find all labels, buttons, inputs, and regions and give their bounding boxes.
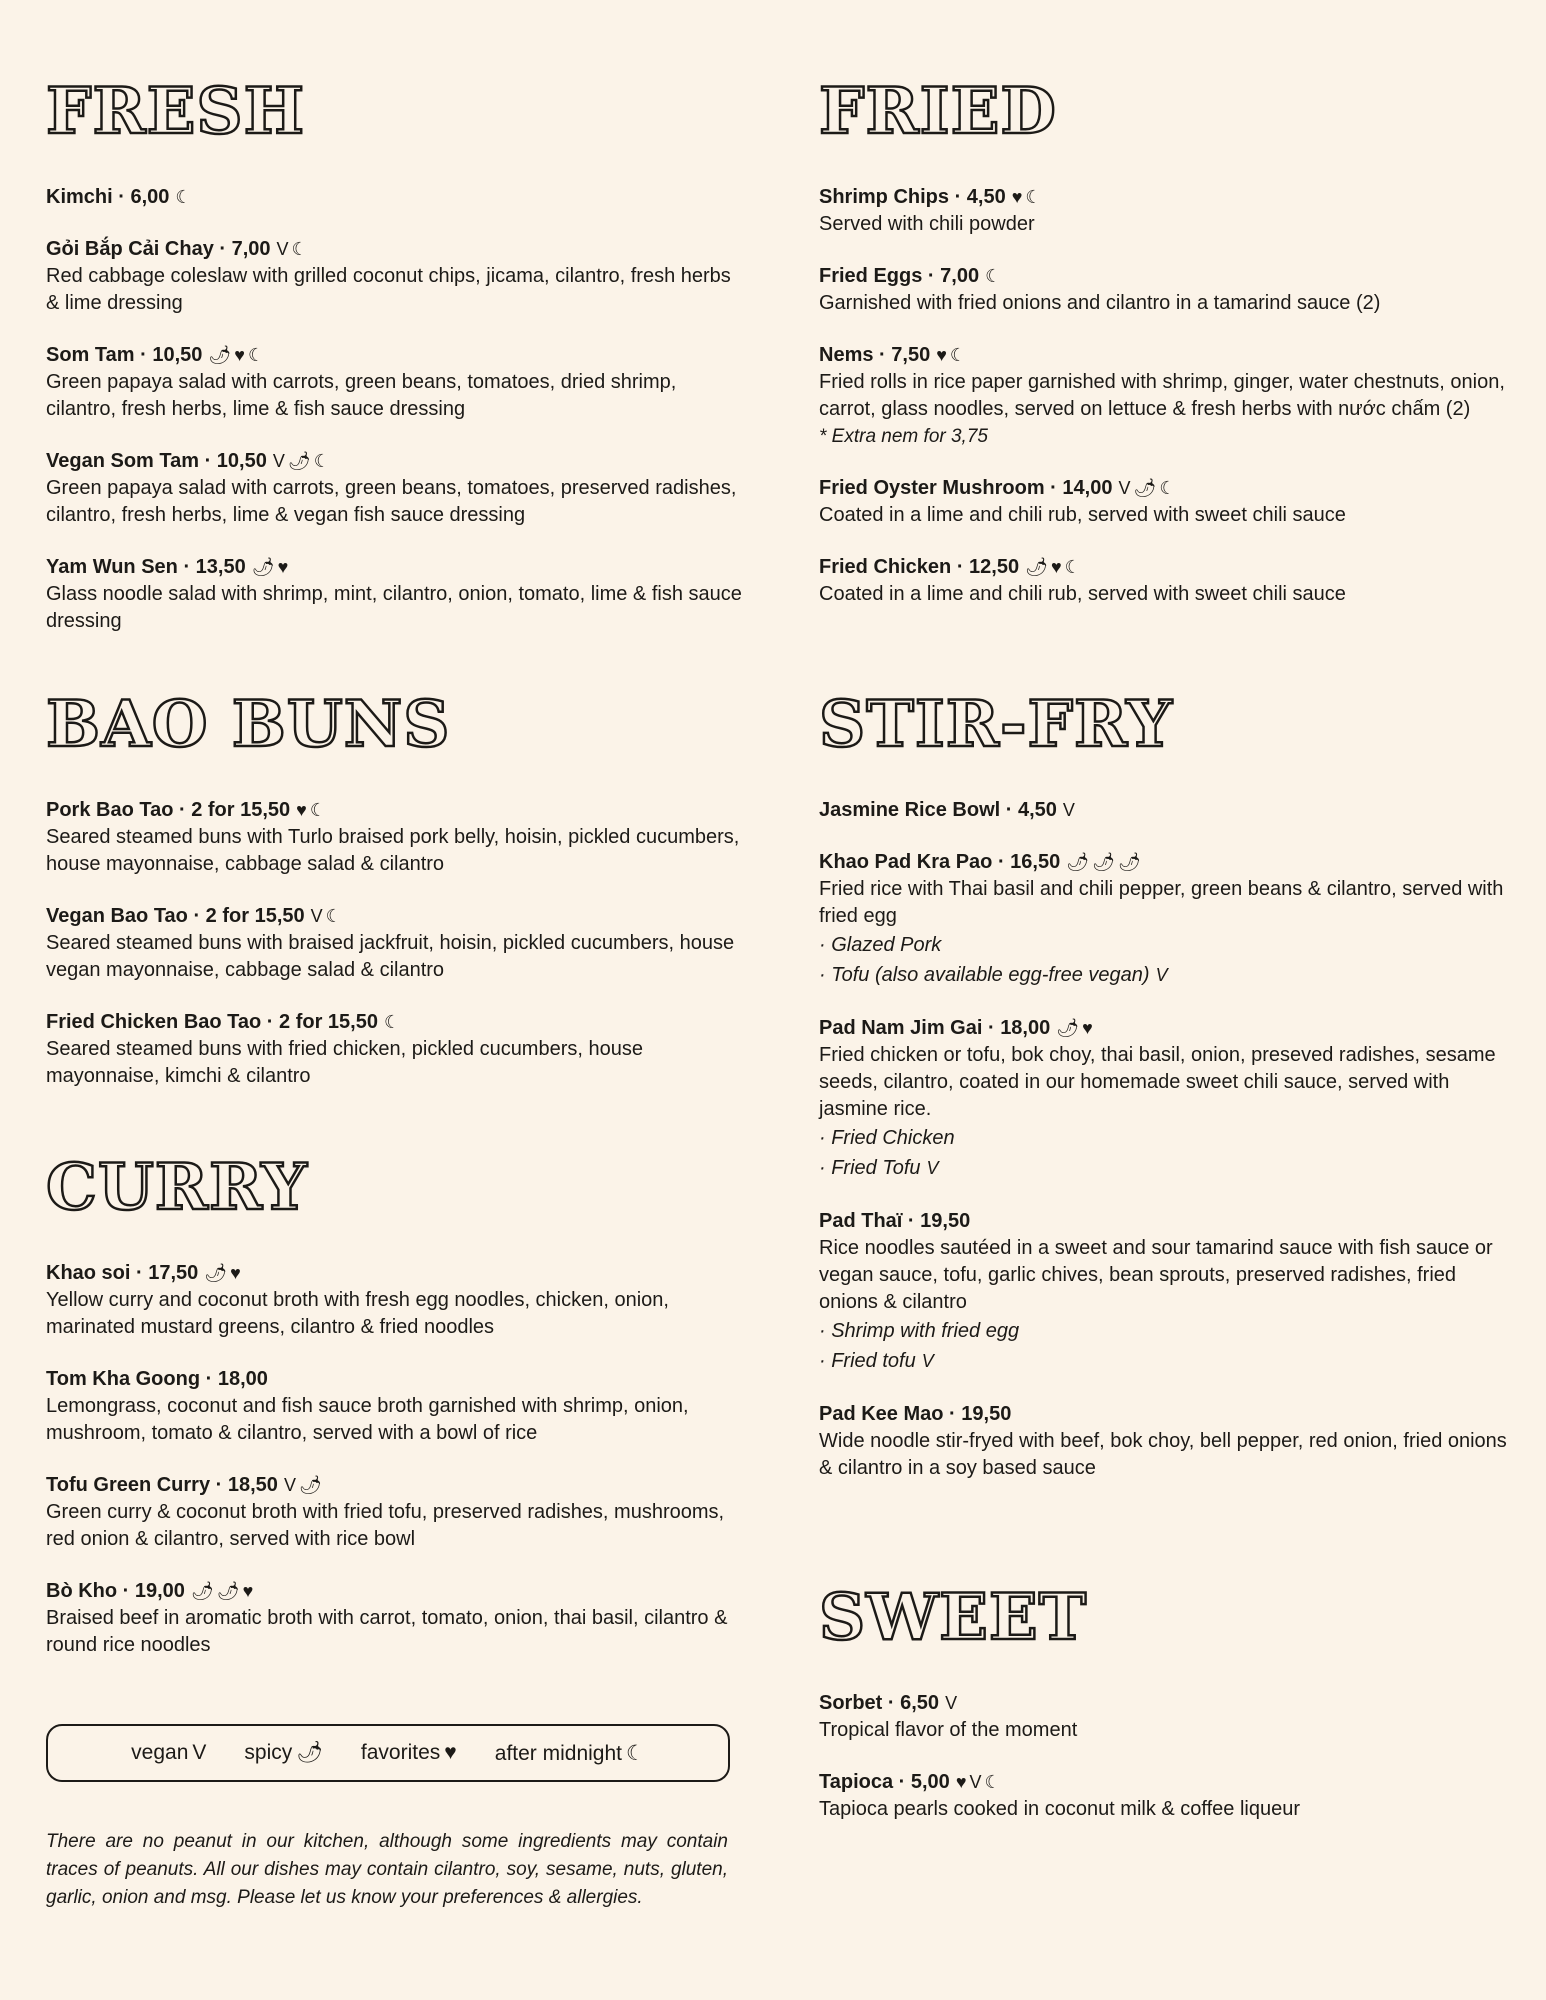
- item-heading: Pad Nam Jim Gai · 18,00 🌶 ♥: [819, 1015, 1519, 1042]
- vegan-icon: V: [1118, 478, 1131, 498]
- menu-item: [46, 184, 746, 211]
- section-curry: [46, 1150, 746, 1684]
- menu-item: [819, 1690, 1519, 1744]
- item-price: 12,50: [969, 556, 1020, 578]
- item-list: [819, 797, 1519, 1482]
- item-description: Green papaya salad with carrots, green beans, tomatoes, dried shrimp, cilantro, fresh herbs, lime & fish sauce dressing: [46, 371, 677, 420]
- vegan-icon: V: [926, 1158, 939, 1178]
- spicy-icon: 🌶: [296, 1741, 323, 1764]
- favorite-icon: ♥: [296, 800, 307, 820]
- menu-item: [819, 184, 1519, 238]
- item-description: Fried rice with Thai basil and chili pepper, green beans & cilantro, served with fried egg: [819, 878, 1504, 927]
- legend-item-spicy: [244, 1741, 323, 1765]
- menu-item: [46, 236, 746, 317]
- item-price: 18,00: [1000, 1017, 1051, 1039]
- item-name: Tofu Green Curry: [46, 1474, 211, 1496]
- option-label: · Glazed Pork: [819, 934, 942, 956]
- item-name: Fried Chicken: [819, 556, 952, 578]
- item-heading: Pad Kee Mao · 19,50: [819, 1403, 1012, 1425]
- section-title: FRIED: [819, 74, 1057, 149]
- vegan-icon: V: [945, 1693, 958, 1713]
- spicy-icon: 🌶: [1133, 478, 1157, 498]
- spicy-icon: 🌶: [287, 451, 311, 471]
- item-heading: Pork Bao Tao · 2 for 15,50 ♥ ☾: [46, 797, 746, 824]
- midnight-icon: ☾: [325, 906, 342, 926]
- item-price: 2 for 15,50: [279, 1011, 378, 1033]
- item-heading: Vegan Som Tam · 10,50 V 🌶 ☾: [46, 448, 746, 475]
- legend-item-midnight: [495, 1741, 645, 1766]
- legend-item-favorite: [361, 1741, 457, 1765]
- vegan-icon: V: [283, 1475, 296, 1495]
- spicy-icon: 🌶: [1056, 1018, 1080, 1038]
- item-price: 4,50: [966, 186, 1006, 208]
- section-bao-buns: [46, 687, 746, 1115]
- diet-symbols: [273, 448, 333, 475]
- item-name: Vegan Bao Tao: [46, 905, 188, 927]
- item-description: Tapioca pearls cooked in coconut milk & coffee liqueur: [819, 1798, 1301, 1820]
- item-description: Red cabbage coleslaw with grilled coconut chips, jicama, cilantro, fresh herbs & lime dressing: [46, 265, 731, 314]
- item-name: Som Tam: [46, 344, 135, 366]
- menu-item: [819, 1208, 1519, 1376]
- item-option: [819, 1346, 1519, 1376]
- item-description: Green papaya salad with carrots, green beans, tomatoes, preserved radishes, cilantro, fresh herbs, lime & vegan fish sauce dressing: [46, 477, 737, 526]
- item-heading: Khao soi · 17,50 🌶 ♥: [46, 1260, 746, 1287]
- diet-symbols: [204, 1260, 244, 1287]
- diet-symbols: [1156, 960, 1171, 990]
- item-description: Served with chili powder: [819, 213, 1035, 235]
- item-price: 19,50: [961, 1403, 1012, 1425]
- item-price: 17,50: [148, 1262, 199, 1284]
- menu-item: [46, 1366, 746, 1447]
- item-name: Pad Thaï: [819, 1210, 903, 1232]
- diet-symbols: [175, 184, 194, 211]
- midnight-icon: ☾: [313, 451, 330, 471]
- menu-item: [819, 1015, 1519, 1183]
- item-price: 4,50: [1017, 799, 1057, 821]
- menu-item: [819, 797, 1519, 824]
- diet-symbols: [384, 1009, 403, 1036]
- midnight-icon: ☾: [1159, 478, 1176, 498]
- item-heading: Shrimp Chips · 4,50 ♥ ☾: [819, 184, 1519, 211]
- section-title: BAO BUNS: [46, 687, 451, 762]
- item-heading: Fried Eggs · 7,00 ☾: [819, 263, 1519, 290]
- item-heading: Fried Chicken · 12,50 🌶 ♥ ☾: [819, 554, 1519, 581]
- midnight-icon: ☾: [175, 187, 192, 207]
- item-description: Coated in a lime and chili rub, served with sweet chili sauce: [819, 504, 1346, 526]
- item-heading: Nems · 7,50 ♥ ☾: [819, 342, 1519, 369]
- item-price: 10,50: [152, 344, 203, 366]
- item-name: Pad Nam Jim Gai: [819, 1017, 983, 1039]
- diet-symbols: [277, 236, 311, 263]
- item-price: 2 for 15,50: [191, 799, 291, 821]
- menu-item: [819, 849, 1519, 990]
- item-option: [819, 1123, 1519, 1153]
- diet-symbols: [936, 342, 969, 369]
- favorite-icon: ♥: [234, 345, 245, 365]
- diet-symbols: [985, 263, 1004, 290]
- item-name: Shrimp Chips: [819, 186, 950, 208]
- favorite-icon: ♥: [1050, 557, 1062, 577]
- menu-item: [46, 554, 746, 635]
- option-label: · Fried tofu: [819, 1350, 916, 1372]
- favorite-icon: ♥: [1011, 187, 1023, 207]
- spicy-icon: 🌶: [298, 1475, 322, 1495]
- spicy-icon: 🌶: [1092, 852, 1115, 872]
- item-description: Glass noodle salad with shrimp, mint, cilantro, onion, tomato, lime & fish sauce dressing: [46, 583, 742, 632]
- legend-label: vegan: [131, 1741, 189, 1764]
- diet-symbols: [1056, 1015, 1096, 1042]
- midnight-icon: ☾: [984, 1772, 1001, 1792]
- vegan-icon: V: [310, 906, 323, 926]
- item-price: 6,50: [900, 1692, 940, 1714]
- diet-symbols: [927, 1153, 942, 1183]
- item-heading: Yam Wun Sen · 13,50 🌶 ♥: [46, 554, 746, 581]
- diet-symbols: [1118, 475, 1178, 502]
- item-name: Pork Bao Tao: [46, 799, 174, 821]
- item-list: [46, 184, 746, 635]
- midnight-icon: ☾: [383, 1012, 401, 1032]
- vegan-icon: V: [1062, 800, 1075, 820]
- favorite-icon: ♥: [277, 557, 289, 577]
- menu-item: [46, 1009, 746, 1090]
- item-name: Tapioca: [819, 1771, 894, 1793]
- item-option: [819, 1316, 1519, 1346]
- item-heading: Fried Chicken Bao Tao · 2 for 15,50 ☾: [46, 1009, 746, 1036]
- diet-symbols: [1063, 797, 1078, 824]
- midnight-icon: ☾: [949, 345, 967, 365]
- diet-symbols: [284, 1472, 325, 1499]
- diet-symbols: [311, 903, 345, 930]
- diet-symbols: [922, 1346, 937, 1376]
- midnight-icon: ☾: [626, 1741, 645, 1765]
- item-option: [819, 960, 1519, 990]
- item-list: [819, 1690, 1519, 1823]
- midnight-icon: ☾: [1025, 187, 1042, 207]
- item-price: 19,00: [134, 1580, 185, 1602]
- item-heading: Som Tam · 10,50 🌶 ♥ ☾: [46, 342, 746, 369]
- menu-item: [819, 554, 1519, 608]
- item-heading: Fried Oyster Mushroom · 14,00 V 🌶 ☾: [819, 475, 1519, 502]
- section-title: CURRY: [46, 1150, 308, 1225]
- item-description: Yellow curry and coconut broth with fresh egg noodles, chicken, onion, marinated mustard greens, cilantro & fried noodles: [46, 1289, 669, 1338]
- section-title: FRESH: [46, 74, 306, 149]
- spicy-icon: 🌶: [1025, 557, 1048, 577]
- menu-item: [46, 1472, 746, 1553]
- item-heading: Kimchi · 6,00 ☾: [46, 184, 746, 211]
- legend-label: spicy: [244, 1741, 293, 1764]
- spicy-icon: 🌶: [208, 345, 232, 365]
- midnight-icon: ☾: [1064, 557, 1081, 577]
- item-list: [819, 184, 1519, 608]
- item-name: Nems: [819, 344, 874, 366]
- item-option: [819, 1153, 1519, 1183]
- item-description: Coated in a lime and chili rub, served with sweet chili sauce: [819, 583, 1346, 605]
- item-description: Lemongrass, coconut and fish sauce broth garnished with shrimp, onion, mushroom, tomato & cilantro, served with a bowl of rice: [46, 1395, 689, 1444]
- item-price: 2 for 15,50: [205, 905, 305, 927]
- menu-item: [819, 475, 1519, 529]
- item-heading: Tapioca · 5,00 ♥ V ☾: [819, 1769, 1519, 1796]
- diet-symbols: [1025, 554, 1084, 581]
- diet-symbols: [956, 1769, 1004, 1796]
- menu-item: [819, 342, 1519, 450]
- item-list: [46, 1260, 746, 1659]
- item-name: Tom Kha Goong: [46, 1368, 201, 1390]
- item-description: Green curry & coconut broth with fried tofu, preserved radishes, mushrooms, red onion & cilantro, served with rice bowl: [46, 1501, 725, 1550]
- option-label: · Tofu (also available egg-free vegan): [819, 964, 1150, 986]
- favorite-icon: ♥: [936, 345, 947, 365]
- spicy-icon: 🌶: [1117, 852, 1141, 872]
- item-note: * Extra nem for 3,75: [819, 426, 988, 447]
- vegan-icon: V: [276, 239, 289, 259]
- midnight-icon: ☾: [247, 345, 265, 365]
- item-price: 7,00: [940, 265, 980, 287]
- item-heading: Jasmine Rice Bowl · 4,50 V: [819, 797, 1519, 824]
- item-price: 16,50: [1010, 851, 1061, 873]
- diet-symbols: [1066, 849, 1144, 876]
- vegan-icon: V: [921, 1351, 934, 1371]
- item-description: Braised beef in aromatic broth with carrot, tomato, onion, thai basil, cilantro & round rice noodles: [46, 1607, 728, 1656]
- legend-item-vegan: [131, 1741, 206, 1765]
- item-price: 19,50: [920, 1210, 971, 1232]
- item-name: Gỏi Bắp Cải Chay: [46, 238, 214, 260]
- item-price: 14,00: [1062, 477, 1113, 499]
- item-description: Wide noodle stir-fryed with beef, bok choy, bell pepper, red onion, fried onions & cilantro in a soy based sauce: [819, 1430, 1507, 1479]
- section-title: SWEET: [819, 1580, 1088, 1655]
- midnight-icon: ☾: [985, 266, 1002, 286]
- item-heading: Khao Pad Kra Pao · 16,50 🌶 🌶 🌶: [819, 849, 1519, 876]
- legend-label: after midnight: [494, 1741, 622, 1765]
- item-price: 5,00: [910, 1771, 950, 1793]
- diet-symbols: [1012, 184, 1045, 211]
- diet-symbols: [252, 554, 292, 581]
- section-fried: [819, 74, 1519, 633]
- spicy-icon: 🌶: [251, 557, 275, 577]
- item-name: Khao soi: [46, 1262, 131, 1284]
- favorite-icon: ♥: [444, 1741, 457, 1764]
- item-name: Fried Eggs: [819, 265, 923, 287]
- midnight-icon: ☾: [309, 800, 326, 820]
- item-heading: Pad Thaï · 19,50: [819, 1210, 971, 1232]
- menu-item: [46, 1578, 746, 1659]
- allergy-disclaimer: There are no peanut in our kitchen, although some ingredients may contain traces of peanuts. All our dishes may contain cilantro, soy, sesame, nuts, gluten, garlic, onion and msg. Please let us know your preferences & allergies.: [46, 1831, 728, 1908]
- item-heading: Bò Kho · 19,00 🌶 🌶 ♥: [46, 1578, 746, 1605]
- section-sweet: [819, 1580, 1519, 1848]
- vegan-icon: V: [969, 1772, 982, 1792]
- vegan-icon: V: [192, 1741, 207, 1764]
- diet-symbols: [945, 1690, 960, 1717]
- item-heading: Vegan Bao Tao · 2 for 15,50 V ☾: [46, 903, 746, 930]
- item-heading: Gỏi Bắp Cải Chay · 7,00 V ☾: [46, 236, 746, 263]
- item-description: Tropical flavor of the moment: [819, 1719, 1078, 1741]
- menu-item: [819, 1769, 1519, 1823]
- section-title: STIR-FRY: [819, 687, 1173, 762]
- item-price: 10,50: [216, 450, 267, 472]
- midnight-icon: ☾: [291, 239, 308, 259]
- menu-item: [46, 903, 746, 984]
- item-price: 13,50: [195, 556, 246, 578]
- spicy-icon: 🌶: [190, 1581, 214, 1601]
- menu-item: [819, 263, 1519, 317]
- vegan-icon: V: [1155, 965, 1168, 985]
- menu-item: [46, 448, 746, 529]
- menu-item: [46, 342, 746, 423]
- spicy-icon: 🌶: [1066, 852, 1090, 872]
- item-name: Bò Kho: [46, 1580, 118, 1602]
- item-description: Fried chicken or tofu, bok choy, thai basil, onion, preseved radishes, sesame seeds, cilantro, coated in our homemade sweet chili sauce, served with jasmine rice.: [819, 1044, 1496, 1120]
- item-name: Fried Oyster Mushroom: [819, 477, 1045, 499]
- option-label: · Shrimp with fried egg: [819, 1320, 1020, 1342]
- item-name: Vegan Som Tam: [46, 450, 200, 472]
- legend-label: favorites: [360, 1741, 441, 1764]
- vegan-icon: V: [272, 451, 285, 471]
- option-label: · Fried Tofu: [819, 1157, 921, 1179]
- section-fresh: [46, 74, 746, 660]
- item-description: Rice noodles sautéed in a sweet and sour tamarind sauce with fish sauce or vegan sauce, tofu, garlic chives, bean sprouts, preserved radishes, fried onions & cilantro: [819, 1237, 1493, 1313]
- item-name: Khao Pad Kra Pao: [819, 851, 993, 873]
- item-list: [46, 797, 746, 1090]
- item-name: Yam Wun Sen: [46, 556, 178, 578]
- favorite-icon: ♥: [230, 1263, 241, 1283]
- item-description: Fried rolls in rice paper garnished with shrimp, ginger, water chestnuts, onion, carrot, glass noodles, served on lettuce & fresh herbs with nước chấm (2): [819, 371, 1505, 420]
- favorite-icon: ♥: [955, 1772, 967, 1792]
- spicy-icon: 🌶: [204, 1263, 228, 1283]
- item-price: 7,00: [231, 238, 271, 260]
- item-heading: Sorbet · 6,50 V: [819, 1690, 1519, 1717]
- item-price: 7,50: [891, 344, 931, 366]
- favorite-icon: ♥: [242, 1581, 254, 1601]
- item-name: Sorbet: [819, 1692, 883, 1714]
- item-price: 18,50: [227, 1474, 278, 1496]
- legend-box: [46, 1724, 730, 1782]
- diet-symbols: [208, 342, 267, 369]
- menu-item: [819, 1401, 1519, 1482]
- item-price: 6,00: [130, 186, 170, 208]
- option-label: · Fried Chicken: [819, 1127, 955, 1149]
- item-description: Seared steamed buns with braised jackfruit, hoisin, pickled cucumbers, house vegan mayonnaise, cabbage salad & cilantro: [46, 932, 735, 981]
- menu-item: [46, 797, 746, 878]
- item-name: Jasmine Rice Bowl: [819, 799, 1006, 821]
- item-description: Seared steamed buns with fried chicken, pickled cucumbers, house mayonnaise, kimchi & cilantro: [46, 1038, 643, 1087]
- section-stir-fry: [819, 687, 1519, 1507]
- item-name: Kimchi: [46, 186, 113, 208]
- item-heading: Tom Kha Goong · 18,00: [46, 1368, 268, 1390]
- menu-item: [46, 1260, 746, 1341]
- diet-symbols: [296, 797, 329, 824]
- favorite-icon: ♥: [1082, 1018, 1093, 1038]
- diet-symbols: [191, 1578, 256, 1605]
- spicy-icon: 🌶: [216, 1581, 240, 1601]
- item-name: Pad Kee Mao: [819, 1403, 944, 1425]
- item-description: Seared steamed buns with Turlo braised pork belly, hoisin, pickled cucumbers, house mayonnaise, cabbage salad & cilantro: [46, 826, 740, 875]
- item-option: [819, 930, 1519, 960]
- item-heading: Tofu Green Curry · 18,50 V 🌶: [46, 1472, 746, 1499]
- item-price: 18,00: [217, 1368, 268, 1390]
- item-name: Fried Chicken Bao Tao: [46, 1011, 262, 1033]
- item-description: Garnished with fried onions and cilantro in a tamarind sauce (2): [819, 292, 1381, 314]
